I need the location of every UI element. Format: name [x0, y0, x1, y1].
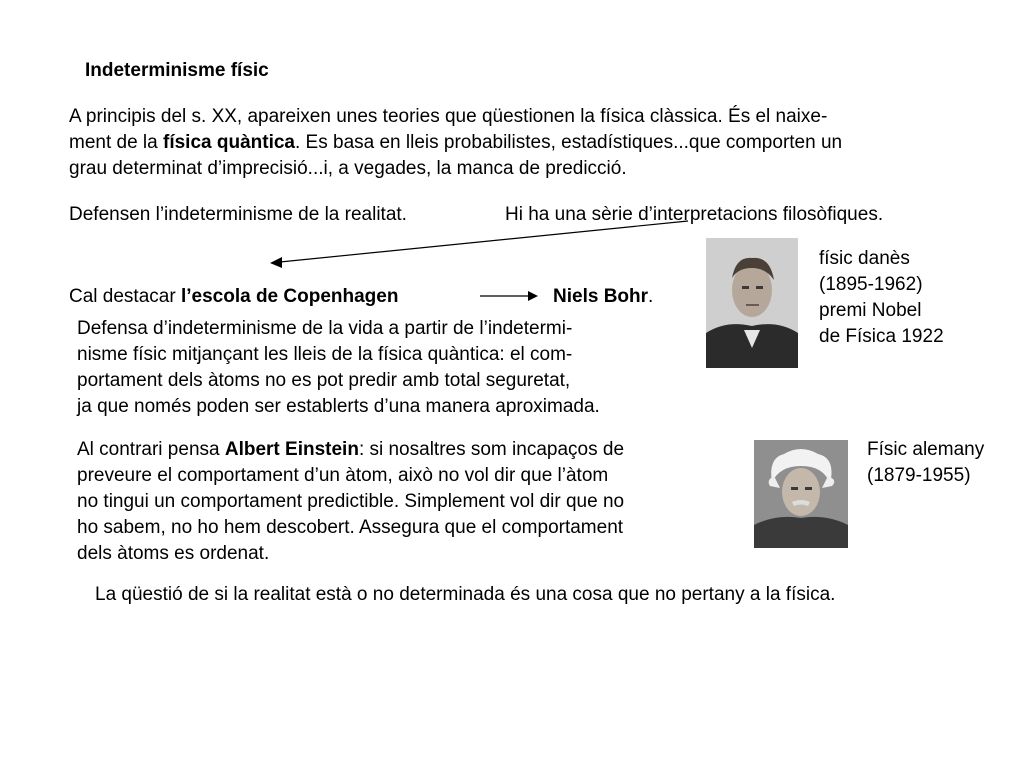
einstein-caption-line: Físic alemany	[867, 439, 985, 460]
einstein-line: dels àtoms es ordenat.	[77, 543, 270, 564]
bohr-line: nisme físic mitjançant les lleis de la física quàntica: el com-	[77, 344, 573, 365]
interpretations-text: Hi ha una sèrie d’interpretacions filosòfiques.	[505, 204, 884, 225]
defensen-text: Defensen l’indeterminisme de la realitat.	[69, 204, 407, 225]
copenhagen-school: l’escola de Copenhagen	[180, 286, 399, 307]
niels-bohr-photo	[706, 238, 798, 368]
einstein-line: Al contrari pensa Albert Einstein: si nosaltres som incapaços de	[77, 439, 625, 460]
copenhagen-line: Cal destacar l’escola de Copenhagen	[69, 286, 399, 307]
bohr-caption-line: (1895-1962)	[819, 274, 923, 295]
quantum-physics-term: física quàntica	[163, 132, 295, 153]
page-title: Indeterminisme físic	[85, 60, 269, 81]
einstein-caption	[867, 437, 984, 489]
bohr-line: Defensa d’indeterminisme de la vida a partir de l’indetermi-	[77, 318, 573, 339]
intro-line-3: grau determinat d’imprecisió...i, a vegades, la manca de predicció.	[69, 158, 627, 179]
einstein-paragraph	[77, 437, 624, 567]
einstein-line: ho sabem, no ho hem descobert. Assegura que el comportament	[77, 517, 624, 538]
albert-einstein-photo	[754, 440, 848, 548]
conclusion-text: La qüestió de si la realitat està o no determinada és una cosa que no pertany a la física.	[95, 584, 836, 605]
niels-bohr-name: Niels Bohr.	[553, 286, 654, 307]
intro-paragraph	[69, 104, 1009, 182]
albert-einstein-name: Albert Einstein	[224, 439, 359, 460]
einstein-line: preveure el comportament d’un àtom, això no vol dir que l’àtom	[77, 465, 609, 486]
intro-line-2: ment de la física quàntica. Es basa en lleis probabilistes, estadístiques...que comporten un	[69, 132, 843, 153]
intro-line-1: A principis del s. XX, apareixen unes teories que qüestionen la física clàssica. És el naixe-	[69, 106, 828, 127]
bohr-paragraph	[77, 316, 600, 420]
interpretations-arrow	[260, 215, 700, 275]
bohr-caption-line: premi Nobel	[819, 300, 922, 321]
bohr-arrow	[478, 288, 540, 304]
einstein-line: no tingui un comportament predictible. Simplement vol dir que no	[77, 491, 625, 512]
einstein-caption-line: (1879-1955)	[867, 465, 971, 486]
bohr-line: portament dels àtoms no es pot predir amb total seguretat,	[77, 370, 571, 391]
bohr-caption-line: de Física 1922	[819, 326, 944, 347]
bohr-caption-line: físic danès	[819, 248, 910, 269]
bohr-line: ja que només poden ser establerts d’una manera aproximada.	[77, 396, 600, 417]
bohr-caption	[819, 246, 944, 350]
